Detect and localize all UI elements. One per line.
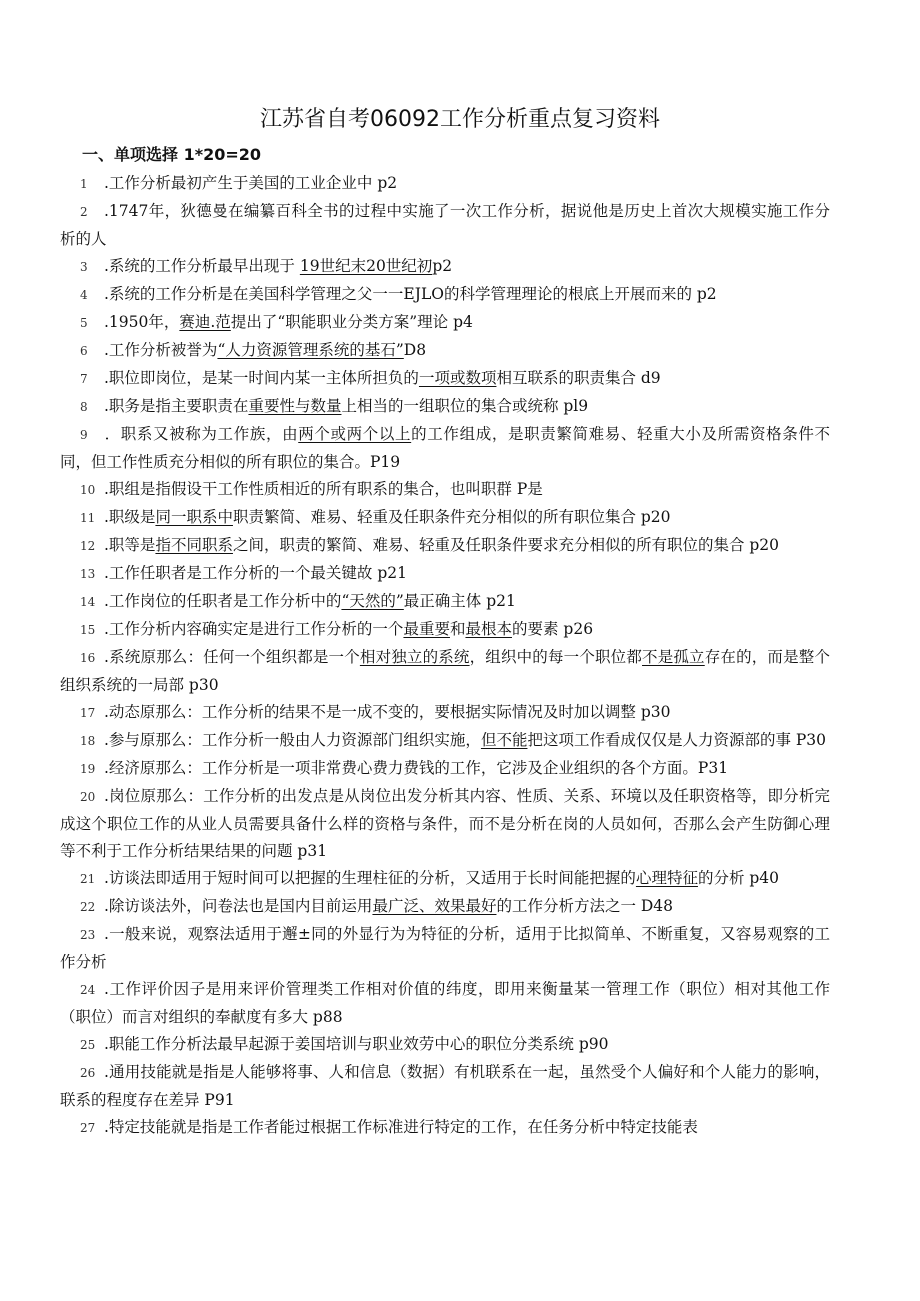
list-item <box>60 170 830 198</box>
item-number: 11 <box>80 511 96 525</box>
section-heading: 一、单项选择 1*20=20 <box>82 145 262 164</box>
list-item <box>60 893 830 921</box>
item-text: .1747年，狄德曼在编纂百科全书的过程中实施了一次工作分析，据说他是历史上首次大规模实施工作分析的人 <box>60 202 830 248</box>
item-text: .访谈法即适用于短时间可以把握的生理柱征的分析，又适用于长时间能把握的 <box>104 869 636 887</box>
item-number: 16 <box>80 651 96 665</box>
item-number: 23 <box>80 928 96 942</box>
item-text: .动态原那么：工作分析的结果不是一成不变的，要根据实际情况及时加以调整 p30 <box>104 703 671 721</box>
item-number: 9 <box>80 428 88 442</box>
item-number: 27 <box>80 1121 96 1135</box>
item-text: .职组是指假设干工作性质相近的所有职系的集合，也叫职群 P是 <box>104 480 543 498</box>
list-item <box>60 699 830 727</box>
underlined-key-term: 重要性与数量 <box>248 397 342 415</box>
item-text: .职等是 <box>104 536 156 554</box>
list-item <box>60 476 830 504</box>
item-text: 的要素 p26 <box>511 620 594 638</box>
underlined-key-term: 最重要 <box>403 620 450 638</box>
list-item <box>60 1114 830 1142</box>
underlined-key-term: 指不同职系 <box>155 536 233 554</box>
item-text: .系统的工作分析最早出现于 <box>104 257 300 275</box>
list-item <box>60 588 830 616</box>
item-number: 15 <box>80 623 96 637</box>
list-item <box>60 421 830 476</box>
item-number: 20 <box>80 790 96 804</box>
item-number: 17 <box>80 706 96 720</box>
item-text: .系统原那么：任何一个组织都是一个 <box>104 648 360 666</box>
underlined-key-term: 不是孤立 <box>642 648 705 666</box>
list-item <box>60 1059 830 1114</box>
list-item <box>60 504 830 532</box>
underlined-key-term: 同一职系中 <box>155 508 233 526</box>
list-item <box>60 532 830 560</box>
item-number: 6 <box>80 344 88 358</box>
item-text: .工作分析被誉为 <box>104 341 218 359</box>
underlined-key-term: “天然的” <box>341 592 404 610</box>
list-item <box>60 365 830 393</box>
item-text: p2 <box>432 257 453 275</box>
item-text: .职位即岗位，是某一时间内某一主体所担负的 <box>104 369 419 387</box>
underlined-key-term: 相对独立的系统 <box>359 648 470 666</box>
item-text: .职能工作分析法最早起源于姜国培训与职业效劳中心的职位分类系统 p90 <box>104 1035 609 1053</box>
item-text: .特定技能就是指是工作者能过根据工作标准进行特定的工作，在任务分析中特定技能表 <box>104 1118 698 1136</box>
item-text: 把这项工作看成仅仅是人力资源部的事 P30 <box>527 731 827 749</box>
list-item <box>60 783 830 865</box>
list-item <box>60 1031 830 1059</box>
item-text: ，组织中的每一个职位都 <box>469 648 643 666</box>
item-text: .工作分析内容确实定是进行工作分析的一个 <box>104 620 404 638</box>
underlined-key-term: 最根本 <box>465 620 512 638</box>
item-text: .通用技能就是指是人能够将事、人和信息（数据）有机联系在一起，虽然受个人偏好和个人能力的影响，联系的程度存在差异 P91 <box>60 1063 830 1109</box>
item-text: .一般来说，观察法适用于邂±同的外显行为为特征的分析，适用于比拟简单、不断重复，又容易观察的工作分析 <box>60 925 830 971</box>
list-item <box>60 309 830 337</box>
underlined-key-term: 两个或两个以上 <box>298 425 412 443</box>
item-number: 13 <box>80 567 96 581</box>
item-number: 3 <box>80 260 88 274</box>
underlined-key-term: 一项或数项 <box>418 369 497 387</box>
list-item <box>60 616 830 644</box>
item-number: 19 <box>80 762 96 776</box>
item-text: 之间，职责的繁简、难易、轻重及任职条件要求充分相似的所有职位的集合 p20 <box>232 536 780 554</box>
item-number: 8 <box>80 400 88 414</box>
item-text: 的分析 p40 <box>697 869 780 887</box>
underlined-key-term: 赛迪.范 <box>179 313 231 331</box>
item-text: 上相当的一组职位的集合或统称 pl9 <box>341 397 589 415</box>
item-number: 10 <box>80 483 96 497</box>
list-item <box>60 921 830 976</box>
list-item <box>60 644 830 699</box>
item-text: ．职系又被称为工作族，由 <box>104 425 299 443</box>
item-text: D8 <box>403 341 427 359</box>
underlined-key-term: 最广泛、效果最好 <box>372 897 497 915</box>
question-list <box>60 170 830 1142</box>
item-text: 最正确主体 p21 <box>403 592 516 610</box>
item-text: 存在的，而是整个组织系统的一局部 p30 <box>60 648 830 694</box>
underlined-key-term: 19世纪末20世纪初 <box>299 257 433 275</box>
item-number: 18 <box>80 734 96 748</box>
item-text: .职级是 <box>104 508 156 526</box>
item-number: 7 <box>80 372 88 386</box>
list-item <box>60 393 830 421</box>
item-number: 25 <box>80 1038 96 1052</box>
item-text: .工作岗位的任职者是工作分析中的 <box>104 592 342 610</box>
item-number: 21 <box>80 872 96 886</box>
item-text: 和 <box>449 620 466 638</box>
list-item <box>60 727 830 755</box>
item-text: .工作任职者是工作分析的一个最关键故 p21 <box>104 564 408 582</box>
underlined-key-term: “人力资源管理系统的基石” <box>217 341 404 359</box>
item-number: 14 <box>80 595 96 609</box>
item-number: 5 <box>80 316 88 330</box>
item-number: 12 <box>80 539 96 553</box>
list-item <box>60 253 830 281</box>
item-text: .系统的工作分析是在美国科学管理之父一一EJLO的科学管理理论的根底上开展而来的 p2 <box>104 285 717 303</box>
item-text: 职责繁简、难易、轻重及任职条件充分相似的所有职位集合 p20 <box>232 508 671 526</box>
list-item <box>60 560 830 588</box>
item-number: 1 <box>80 177 88 191</box>
item-text: .工作评价因子是用来评价管理类工作相对价值的纬度，即用来衡量某一管理工作（职位）相对其他工作（职位）而言对组织的奉献度有多大 p88 <box>60 980 830 1026</box>
item-number: 2 <box>80 205 88 219</box>
list-item <box>60 337 830 365</box>
item-number: 24 <box>80 983 96 997</box>
item-text: .1950年， <box>104 313 180 331</box>
item-number: 22 <box>80 900 96 914</box>
list-item <box>60 865 830 893</box>
underlined-key-term: 心理特征 <box>635 869 698 887</box>
item-text: 相互联系的职责集合 d9 <box>496 369 661 387</box>
item-text: .经济原那么：工作分析是一项非常费心费力费钱的工作，它涉及企业组织的各个方面。P31 <box>104 759 729 777</box>
item-text: 的工作组成，是职责繁简难易、轻重大小及所需资格条件不同，但工作性质充分相似的所有职位的集合。P19 <box>60 425 830 471</box>
item-text: .岗位原那么：工作分析的出发点是从岗位出发分析其内容、性质、关系、环境以及任职资格等，即分析完成这个职位工作的从业人员需要具备什么样的资格与条件，而不是分析在岗的人员如何，否那么会产生防御心理等不利于工作分析结果结果的问题 p31 <box>60 787 830 860</box>
item-text: .工作分析最初产生于美国的工业企业中 p2 <box>104 174 398 192</box>
item-text: 提出了“职能职业分类方案”理论 p4 <box>230 313 473 331</box>
list-item <box>60 198 830 253</box>
item-text: 的工作分析方法之一 D48 <box>496 897 674 915</box>
item-text: .参与原那么：工作分析一般由人力资源部门组织实施， <box>104 731 481 749</box>
item-text: .职务是指主要职责在 <box>104 397 249 415</box>
underlined-key-term: 但不能 <box>480 731 528 749</box>
item-number: 4 <box>80 288 88 302</box>
item-number: 26 <box>80 1066 96 1080</box>
item-text: .除访谈法外，问卷法也是国内目前运用 <box>104 897 373 915</box>
list-item <box>60 976 830 1031</box>
list-item <box>60 755 830 783</box>
document-title: 江苏省自考06092工作分析重点复习资料 <box>260 107 660 132</box>
list-item <box>60 281 830 309</box>
